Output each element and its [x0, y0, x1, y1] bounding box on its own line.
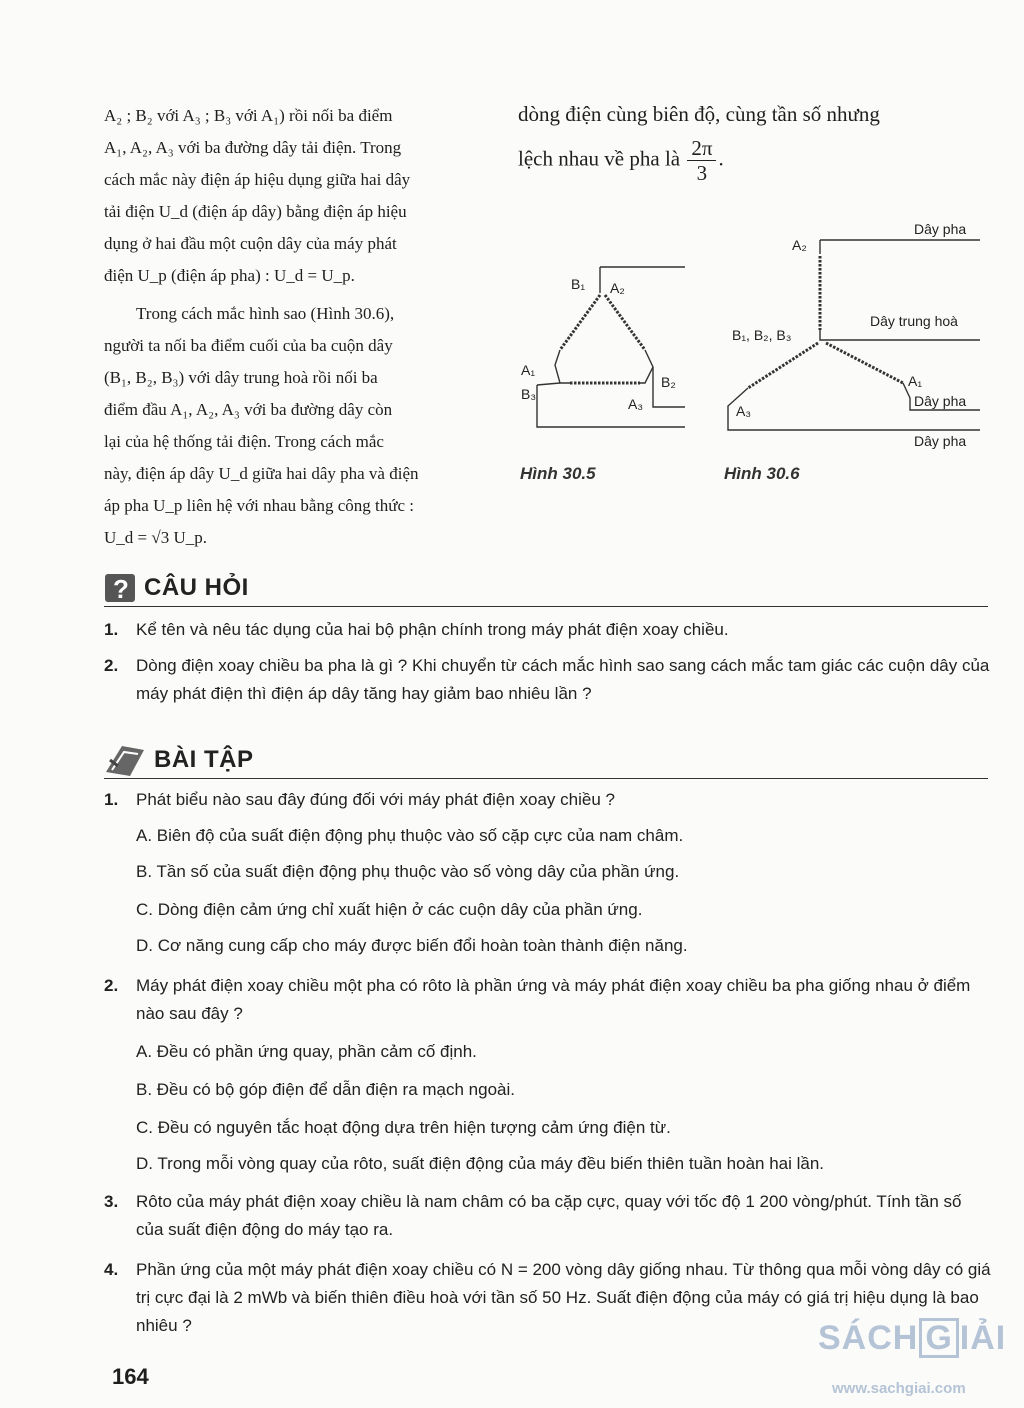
coil-right	[826, 343, 903, 383]
intro-line: điện U_p (điện áp pha) : U_d = U_p.	[104, 266, 355, 285]
intro-line: điểm đầu A₁, A₂, A₃ với ba đường dây còn	[104, 400, 393, 419]
watermark-url: www.sachgiai.com	[832, 1380, 966, 1397]
wire-left-corner	[555, 350, 570, 383]
label-day-trung-hoa: Dây trung hoà	[870, 313, 958, 329]
label-a1: A₁	[521, 362, 536, 378]
watermark-logo	[818, 1318, 1006, 1358]
intro-line: dụng ở hai đầu một cuộn dây của máy phát	[104, 234, 397, 253]
intro-line: A₁, A₂, A₃ với ba đường dây tải điện. Trong	[104, 138, 402, 157]
watermark-brand-mid: G	[919, 1318, 958, 1358]
watermark-brand-left: SÁCH	[818, 1319, 919, 1357]
exercise-item	[104, 786, 992, 814]
coil-right	[605, 295, 645, 350]
intro-line: áp pha U_p liên hệ với nhau bằng công thức :	[104, 496, 414, 515]
exercise-number: 1.	[104, 790, 119, 809]
question-item	[104, 652, 992, 708]
section-divider	[104, 606, 988, 607]
label-day-pha-top: Dây pha	[914, 221, 967, 237]
phase-fraction	[687, 136, 716, 185]
exercise-text: Phát biểu nào sau đây đúng đối với máy phát điện xoay chiều ?	[136, 790, 615, 809]
section-divider	[104, 778, 988, 779]
svg-text:?: ?	[113, 574, 129, 604]
question-icon	[104, 572, 136, 604]
answer-option: D. Trong mỗi vòng quay của rôto, suất điện động của máy đều biến thiên tuần hoàn hai lần.	[136, 1154, 825, 1173]
wire-b3	[537, 383, 560, 385]
label-a2: A₂	[610, 280, 625, 296]
label-a3: A₃	[628, 396, 644, 412]
wire-right-corner	[640, 350, 653, 383]
label-a1: A₁	[908, 373, 923, 389]
exercise-item	[104, 972, 992, 1028]
answer-option: C. Đều có nguyên tắc hoạt động dựa trên hiện tượng cảm ứng điện từ.	[136, 1118, 671, 1137]
intro-line: này, điện áp dây U_d giữa hai dây pha và điện	[104, 464, 419, 483]
coil-left	[748, 343, 818, 388]
answer-option: B. Tần số của suất điện động phụ thuộc vào số vòng dây của phần ứng.	[136, 862, 680, 881]
intro-line: A₂ ; B₂ với A₃ ; B₃ với A₁) rồi nối ba điểm	[104, 106, 393, 125]
watermark-brand-right: IẢI	[959, 1319, 1007, 1357]
exercise-number: 4.	[104, 1260, 119, 1279]
intro-text-left	[104, 100, 496, 554]
figure-30-5-diagram	[515, 255, 700, 435]
answer-option: D. Cơ năng cung cấp cho máy được biến đổi hoàn toàn thành điện năng.	[136, 936, 688, 955]
intro-line: tải điện U_d (điện áp dây) bằng điện áp hiệu	[104, 202, 407, 221]
intro-line: người ta nối ba điểm cuối của ba cuộn dây	[104, 336, 393, 355]
label-b1: B₁	[571, 276, 586, 292]
exercise-text: Máy phát điện xoay chiều một pha có rôto là phần ứng và máy phát điện xoay chiều ba pha giống nhau ở điểm nào sau đây ?	[136, 976, 971, 1023]
question-text: Kể tên và nêu tác dụng của hai bộ phận chính trong máy phát điện xoay chiều.	[136, 620, 729, 639]
figure-30-6-diagram	[718, 218, 988, 458]
intro-line: cách mắc này điện áp hiệu dụng giữa hai dây	[104, 170, 411, 189]
label-b3: B₃	[521, 386, 537, 402]
question-text: Dòng điện xoay chiều ba pha là gì ? Khi chuyển từ cách mắc hình sao sang cách mắc tam giác các cuộn dây của máy phát điện thì điện áp dây tăng hay giảm bao nhiêu lần ?	[136, 656, 990, 703]
wire-bottom	[537, 385, 685, 427]
answer-option: C. Dòng điện cảm ứng chỉ xuất hiện ở các cuộn dây của phần ứng.	[136, 900, 643, 919]
exercise-icon	[104, 742, 146, 778]
exercise-text: Rôto của máy phát điện xoay chiều là nam châm có ba cặp cực, quay với tốc độ 1 200 vòng/phút. Tính tần số của suất điện động do máy tạo ra.	[136, 1192, 962, 1239]
fraction-numerator: 2π	[687, 136, 716, 161]
intro-right-line-2	[518, 136, 998, 185]
label-b123: B₁, B₂, B₃	[732, 327, 792, 343]
intro-right-line: dòng điện cùng biên độ, cùng tần số nhưng	[518, 102, 880, 126]
wire-neutral	[820, 330, 980, 340]
exercise-number: 2.	[104, 976, 119, 995]
label-b2: B₂	[661, 374, 676, 390]
page-number: 164	[112, 1364, 149, 1389]
intro-line: U_d = √3 U_p.	[104, 528, 207, 547]
intro-right-text: lệch nhau về pha là	[518, 146, 681, 171]
label-a2: A₂	[792, 237, 807, 253]
intro-text-right	[518, 96, 998, 185]
label-day-pha-bot: Dây pha	[914, 433, 967, 449]
answer-option: B. Đều có bộ góp điện để dẫn điện ra mạch ngoài.	[136, 1080, 515, 1099]
answer-option: A. Đều có phần ứng quay, phần cảm cố định.	[136, 1042, 477, 1061]
exercise-item	[104, 1188, 992, 1244]
intro-line: Trong cách mắc hình sao (Hình 30.6),	[136, 304, 395, 323]
exercise-text: Phần ứng của một máy phát điện xoay chiều có N = 200 vòng dây giống nhau. Từ thông qua mỗi vòng dây có giá trị cực đại là 2 mWb và biến thiên điều hoà với tần số 50 Hz. Suất điện động của máy có giá trị hiệu dụng là bao nhiêu ?	[136, 1260, 991, 1335]
period: .	[718, 146, 724, 171]
question-number: 2.	[104, 656, 119, 675]
label-day-pha-mid: Dây pha	[914, 393, 967, 409]
answer-option: A. Biên độ của suất điện động phụ thuộc vào số cặp cực của nam châm.	[136, 826, 684, 845]
fraction-denominator: 3	[696, 161, 708, 185]
intro-line: (B₁, B₂, B₃) với dây trung hoà rồi nối ba	[104, 368, 378, 387]
figure-30-5-caption: Hình 30.5	[520, 464, 596, 483]
section-title-bai-tap: BÀI TẬP	[154, 746, 254, 773]
section-title-cau-hoi: CÂU HỎI	[144, 574, 249, 601]
question-item	[104, 616, 992, 644]
intro-line: lại của hệ thống tải điện. Trong cách mắc	[104, 432, 384, 451]
exercise-number: 3.	[104, 1192, 119, 1211]
question-number: 1.	[104, 620, 119, 639]
label-a3: A₃	[736, 403, 752, 419]
coil-left	[560, 295, 600, 350]
figure-30-6-caption: Hình 30.6	[724, 464, 800, 483]
